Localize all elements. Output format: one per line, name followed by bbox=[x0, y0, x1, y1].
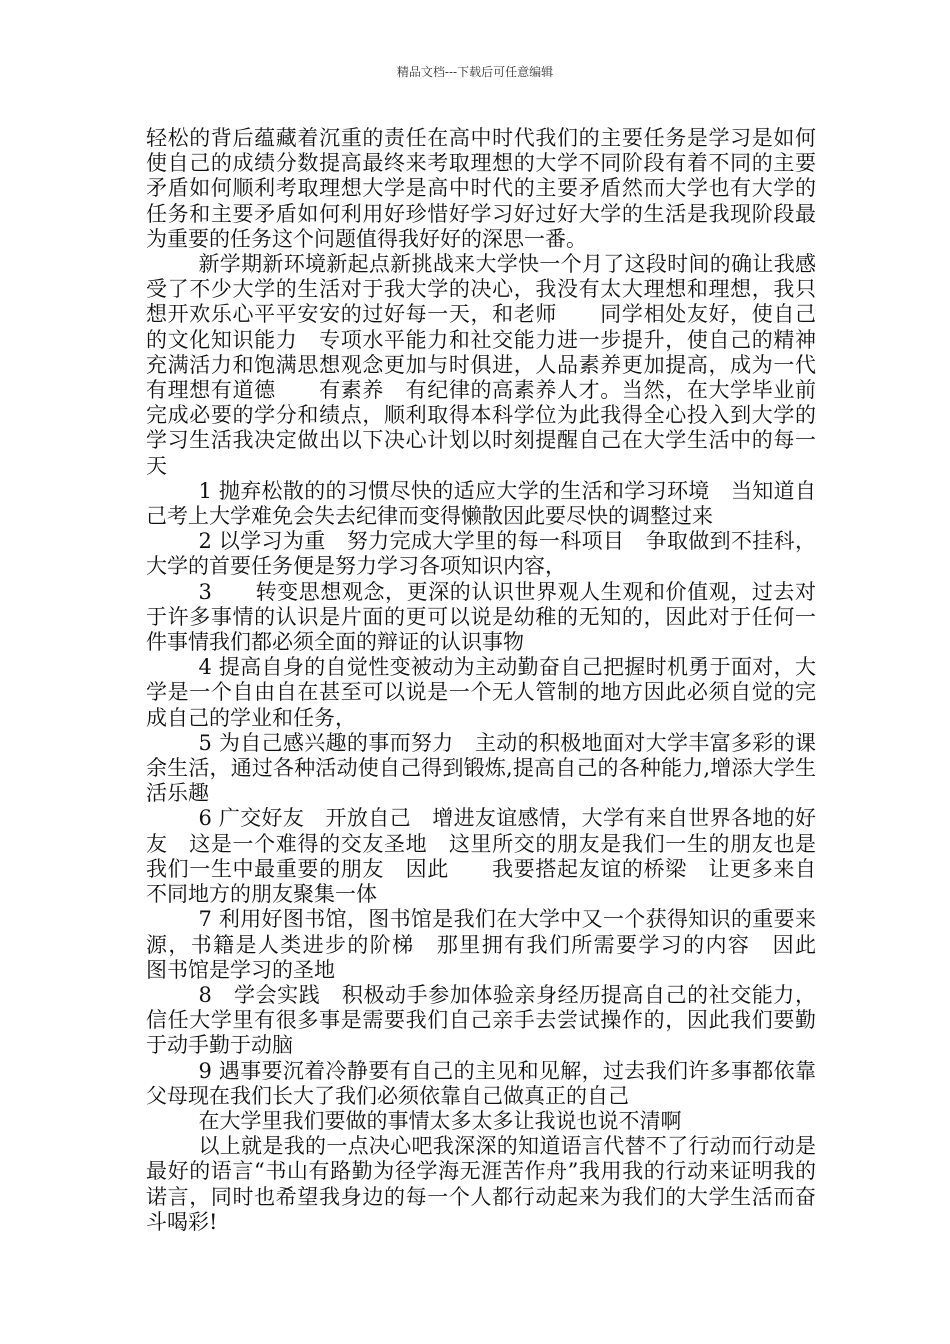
paragraph-item-3: 3 转变思想观念，更深的认识世界观人生观和价值观，过去对于许多事情的认识是片面的更可以说是幼稚的无知的，因此对于任何一件事情我们都必须全面的辩证的认识事物 bbox=[146, 579, 816, 655]
paragraph-item-6: 6 广交好友 开放自己 增进友谊感情，大学有来自世界各地的好友 这是一个难得的交友圣地 这里所交的朋友是我们一生的朋友也是我们一生中最重要的朋友 因此 我要搭起友谊的桥梁 让更多来自不同地方的朋友聚集一体 bbox=[146, 806, 816, 907]
paragraph-summary: 在大学里我们要做的事情太多太多让我说也说不清啊 bbox=[198, 1108, 682, 1133]
paragraph-1: 轻松的背后蕴藏着沉重的责任在高中时代我们的主要任务是学习是如何使自己的成绩分数提高最终来考取理想的大学不同阶段有着不同的主要矛盾如何顺利考取理想大学是高中时代的主要矛盾然而大学也有大学的任务和主要矛盾如何利用好珍惜好学习好过好大学的生活是我现阶段最为重要的任务这个问题值得我好好的深思一番。 bbox=[146, 126, 816, 251]
paragraph-item-9: 9 遇事要沉着冷静要有自己的主见和见解，过去我们许多事都依靠父母现在我们长大了我们必须依靠自己做真正的自己 bbox=[146, 1058, 816, 1108]
paragraph-item-2: 2 以学习为重 努力完成大学里的每一科项目 争取做到不挂科，大学的首要任务便是努力学习各项知识内容， bbox=[146, 529, 816, 579]
paragraph-conclusion: 以上就是我的一点决心吧我深深的知道语言代替不了行动而行动是最好的语言“书山有路勤为径学海无涯苦作舟”我用我的行动来证明我的诺言，同时也希望我身边的每一个人都行动起来为我们的大学生活而奋斗喝彩! bbox=[146, 1134, 816, 1234]
paragraph-item-1: 1 抛弃松散的的习惯尽快的适应大学的生活和学习环境 当知道自己考上大学难免会失去纪律而变得懒散因此要尽快的调整过来 bbox=[146, 478, 816, 529]
paragraph-2: 新学期新环境新起点新挑战来大学快一个月了这段时间的确让我感受了不少大学的生活对于我大学的决心，我没有太大理想和理想，我只想开欢乐心平平安安的过好每一天，和老师 同学相处友好，使自己的文化知识能力 专项水平能力和社交能力进一步提升，使自己的精神充满活力和饱满思想观念更加与时俱进，人品素养更加提高，成为一代有理想有道德 有素养 有纪律的高素养人才。当然，在大学毕业前完成必要的学分和绩点，顺利取得本科学位为此我得全心投入到大学的学习生活我决定做出以下决心计划以时刻提醒自己在大学生活中的每一天 bbox=[146, 252, 816, 478]
page-header: 精品文档---下载后可任意编辑 bbox=[396, 65, 554, 79]
document-body bbox=[146, 126, 837, 1235]
paragraph-item-8: 8 学会实践 积极动手参加体验亲身经历提高自己的社交能力，信任大学里有很多事是需要我们自己亲手去尝试操作的，因此我们要勤于动手勤于动脑 bbox=[146, 982, 816, 1058]
paragraph-item-5: 5 为自己感兴趣的事而努力 主动的积极地面对大学丰富多彩的课余生活，通过各种活动使自己得到锻炼,提高自己的各种能力,增添大学生活乐趣 bbox=[146, 730, 816, 806]
paragraph-item-4: 4 提高自身的自觉性变被动为主动勤奋自己把握时机勇于面对，大学是一个自由自在甚至可以说是一个无人管制的地方因此必须自觉的完成自己的学业和任务， bbox=[146, 655, 816, 730]
paragraph-item-7: 7 利用好图书馆，图书馆是我们在大学中又一个获得知识的重要来源，书籍是人类进步的阶梯 那里拥有我们所需要学习的内容 因此 图书馆是学习的圣地 bbox=[146, 907, 837, 982]
